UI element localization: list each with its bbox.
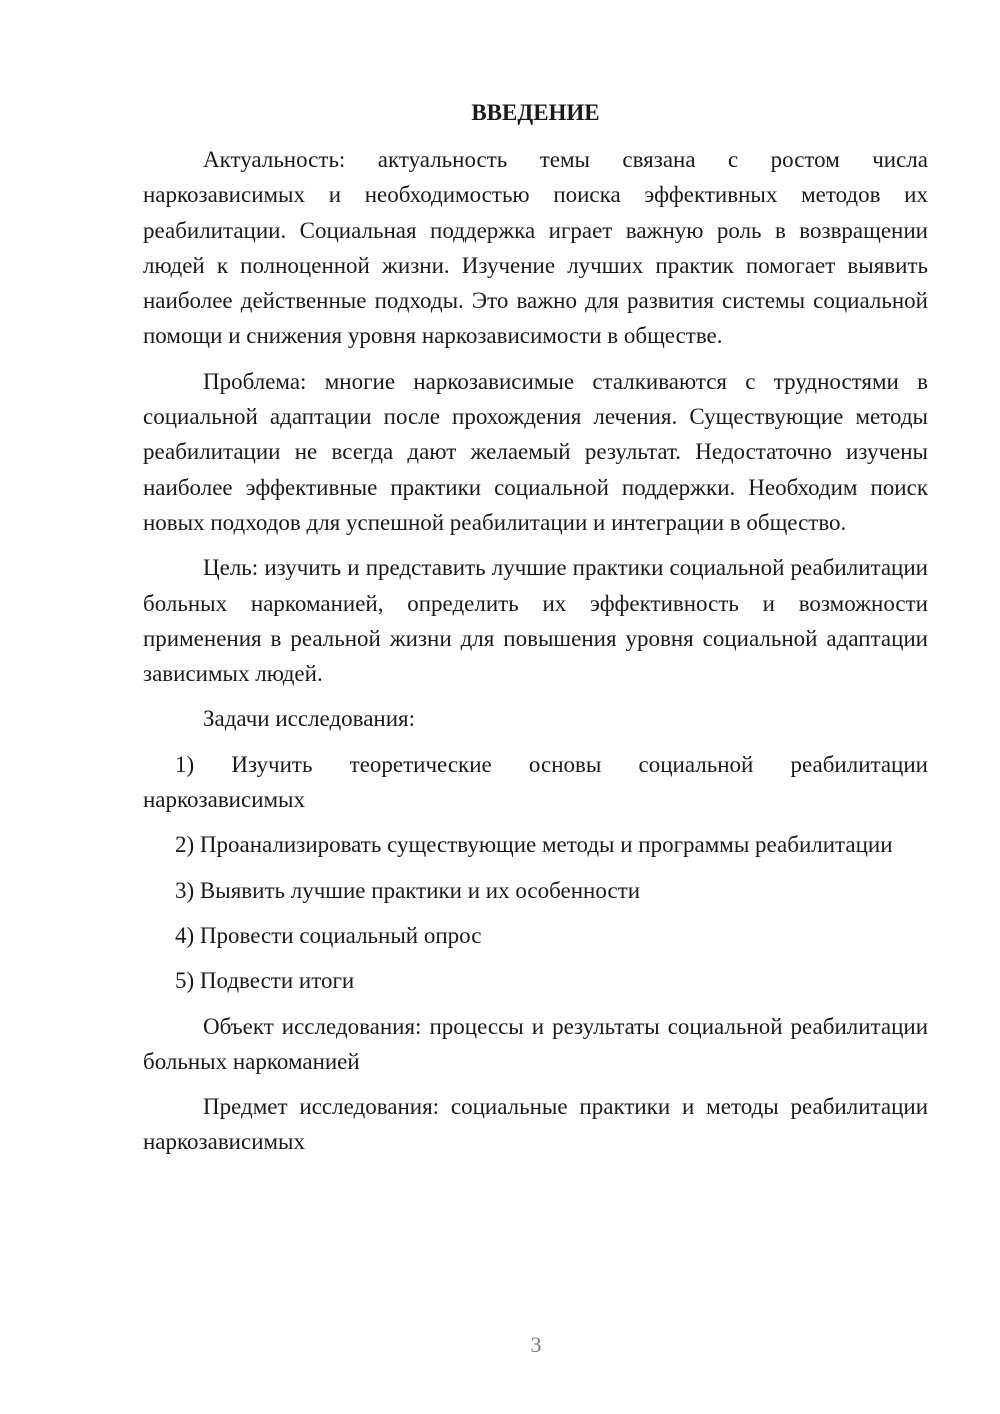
task-item-5: 5) Подвести итоги xyxy=(175,968,355,994)
task-item-2: 2) Проанализировать существующие методы и программы реабилитации xyxy=(175,832,893,858)
section-heading: ВВЕДЕНИЕ xyxy=(471,100,600,125)
task-item-3: 3) Выявить лучшие практики и их особенности xyxy=(175,877,641,903)
subject-paragraph: Предмет исследования: социальные практики и методы реабилитации наркозависимых xyxy=(143,1094,928,1155)
goal-paragraph: Цель: изучить и представить лучшие практики социальной реабилитации больных наркоманией, определить их эффективность и возможности применения в реальной жизни для повышения уровня социальной адаптации зависимых людей. xyxy=(143,555,928,687)
page-content xyxy=(143,95,928,1170)
tasks-title: Задачи исследования: xyxy=(203,706,416,732)
object-paragraph: Объект исследования: процессы и результаты социальной реабилитации больных наркоманией xyxy=(143,1013,928,1074)
task-item-4: 4) Провести социальный опрос xyxy=(175,922,482,948)
relevance-paragraph: Актуальность: актуальность темы связана с ростом числа наркозависимых и необходимостью поиска эффективных методов их реабилитации. Социальная поддержка играет важную роль в возвращении людей к полноценной жизни. Изучение лучших практик помогает выявить наиболее действенные подходы. Это важно для развития системы социальной помощи и снижения уровня наркозависимости в обществе. xyxy=(143,147,928,349)
task-item-1: 1) Изучить теоретические основы социальной реабилитации наркозависимых xyxy=(143,751,928,813)
problem-paragraph: Проблема: многие наркозависимые сталкиваются с трудностями в социальной адаптации после прохождения лечения. Существующие методы реабилитации не всегда дают желаемый результат. Недостаточно изучены наиболее эффективные практики социальной поддержки. Необходим поиск новых подходов для успешной реабилитации и интеграции в общество. xyxy=(143,368,928,535)
page-number: 3 xyxy=(530,1332,542,1357)
